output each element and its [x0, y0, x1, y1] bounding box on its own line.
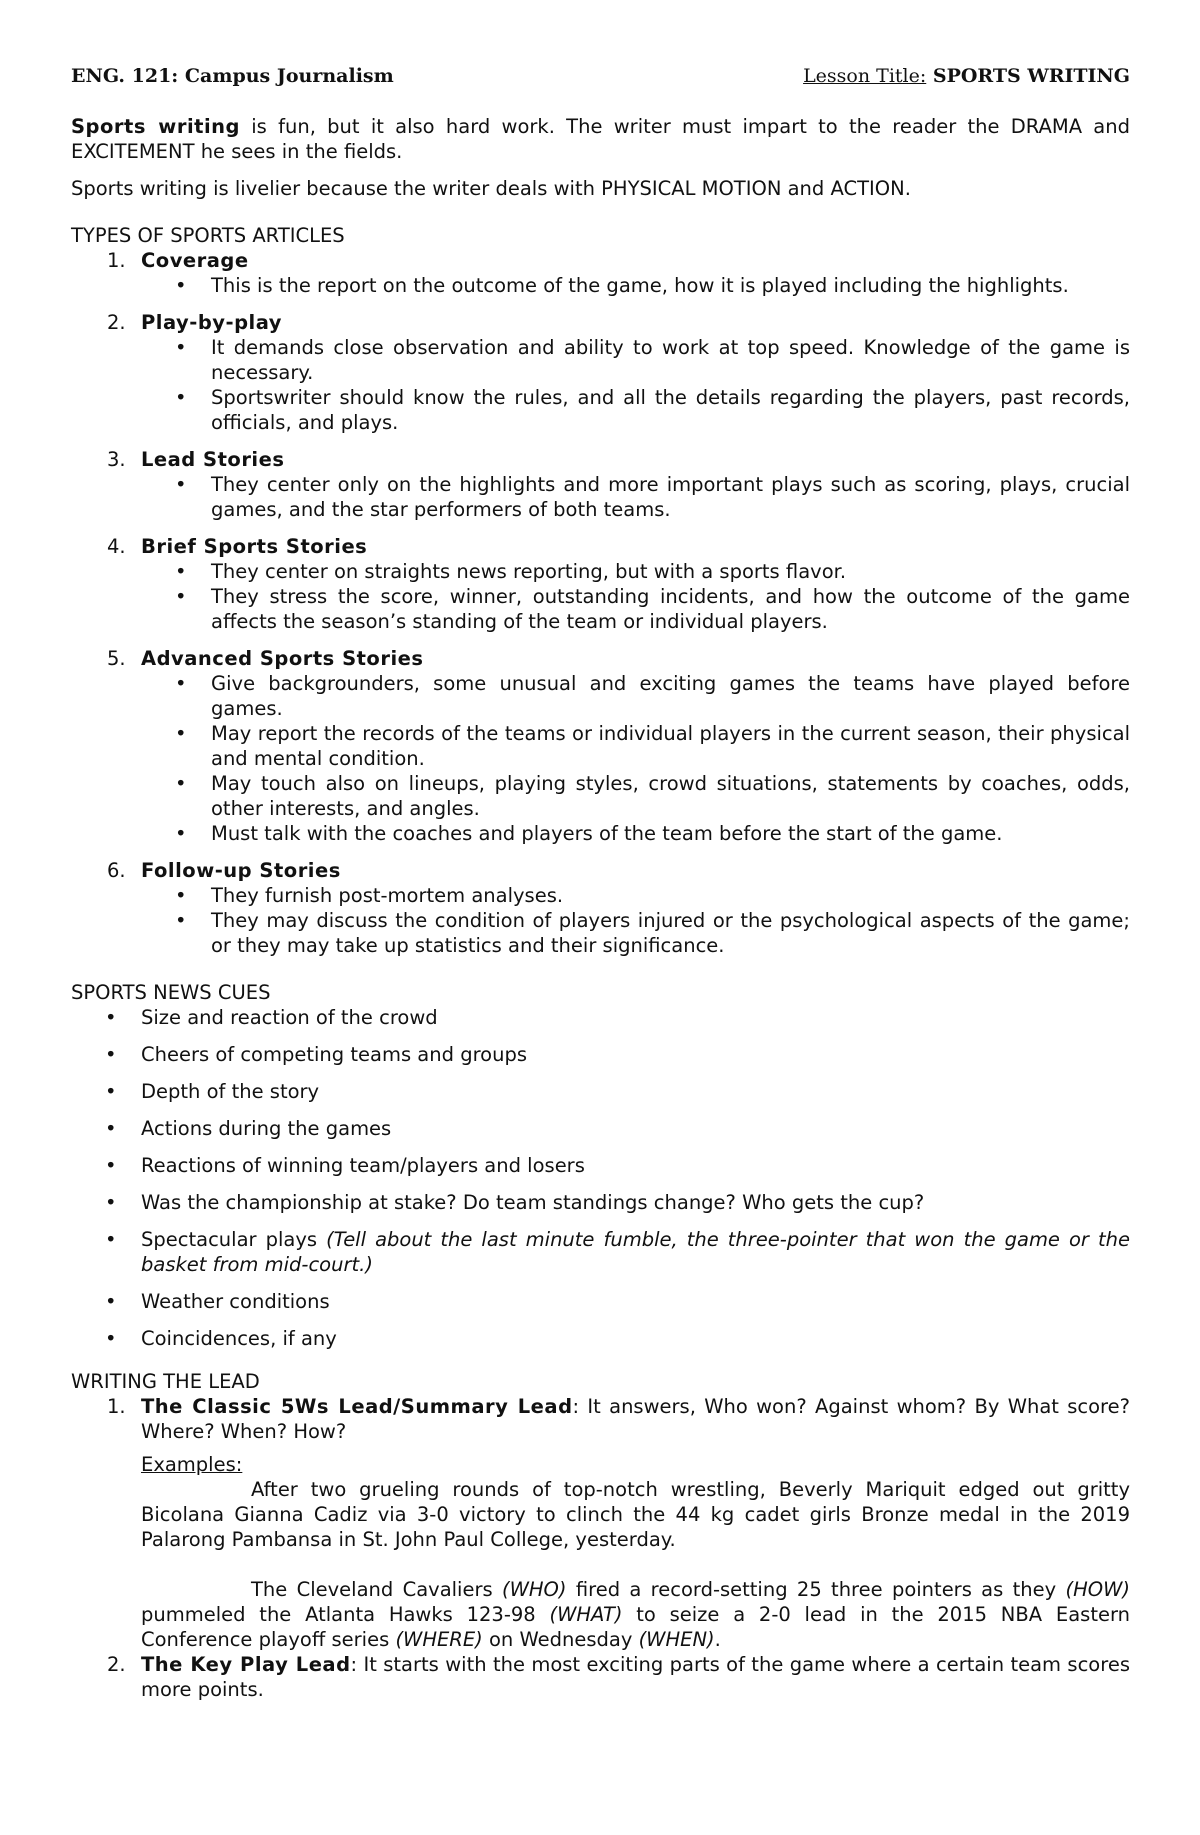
intro-paragraph-2: Sports writing is livelier because the writer deals with PHYSICAL MOTION and ACTION. — [71, 177, 911, 200]
bullet-item: • Sportswriter should know the rules, and all the details regarding the players, past records, officials, and plays. — [141, 385, 1130, 435]
ex2-how: (HOW) — [1065, 1578, 1130, 1601]
cue-italic-note: (Tell about the last minute fumble, the three-pointer that won the game or the basket from mid-court.) — [141, 1228, 1130, 1276]
ex2-text: The Cleveland Cavaliers — [251, 1578, 502, 1601]
ex2-text: pummeled the Atlanta Hawks 123-98 — [141, 1603, 550, 1626]
type-item — [71, 858, 1130, 958]
ex2-who: (WHO) — [501, 1578, 567, 1601]
ex2-text: to seize a 2-0 lead in the 2015 NBA Eastern Conference playoff series — [141, 1603, 1130, 1651]
intro-bold-term: Sports writing — [71, 115, 240, 138]
lead-item — [71, 1394, 1130, 1652]
type-title: Advanced Sports Stories — [141, 647, 424, 670]
type-bullets — [141, 671, 1130, 846]
cue-item: • Size and reaction of the crowd — [71, 1005, 1130, 1030]
bullet-item: • They stress the score, winner, outstanding incidents, and how the outcome of the game affects the season’s standing of the team or individual players. — [141, 584, 1130, 634]
type-number: 3. — [107, 448, 126, 471]
lesson-title-block — [803, 64, 1130, 89]
lead-title: The Classic 5Ws Lead/Summary Lead — [141, 1395, 573, 1418]
cue-item: • Was the championship at stake? Do team standings change? Who gets the cup? — [71, 1190, 1130, 1215]
lead-text: : It starts with the most exciting parts of the game where a certain team scores more points. — [141, 1653, 1130, 1701]
type-number: 1. — [107, 249, 126, 272]
ex2-where: (WHERE) — [395, 1628, 483, 1651]
bullet-item: • Give backgrounders, some unusual and exciting games the teams have played before games. — [141, 671, 1130, 721]
examples-label: Examples: — [141, 1453, 243, 1476]
lead-list — [71, 1394, 1130, 1702]
ex2-when: (WHEN) — [638, 1628, 715, 1651]
type-number: 5. — [107, 647, 126, 670]
lead-text: : It answers, Who won? Against whom? By What score? Where? When? How? — [141, 1395, 1130, 1443]
document-body — [71, 114, 1130, 1714]
cue-item: • Weather conditions — [71, 1289, 1130, 1314]
type-number: 2. — [107, 311, 126, 334]
section-heading-cues: SPORTS NEWS CUES — [71, 981, 271, 1004]
page-header — [71, 64, 1130, 94]
type-title: Brief Sports Stories — [141, 535, 368, 558]
intro-paragraph-1 — [71, 114, 1130, 164]
type-number: 6. — [107, 859, 126, 882]
ex2-text: . — [714, 1628, 721, 1651]
type-bullets — [141, 472, 1130, 522]
lesson-title-label: Lesson Title: — [803, 65, 927, 87]
lead-definition — [141, 1652, 1130, 1702]
ex2-text: on Wednesday — [482, 1628, 639, 1651]
type-bullets — [141, 883, 1130, 958]
type-bullets — [141, 273, 1130, 298]
lead-number: 1. — [107, 1395, 126, 1418]
cue-item: • Actions during the games — [71, 1116, 1130, 1141]
section-heading-types: TYPES OF SPORTS ARTICLES — [71, 224, 345, 247]
ex2-what: (WHAT) — [549, 1603, 623, 1626]
bullet-item: • They center only on the highlights and more important plays such as scoring, plays, crucial games, and the star performers of both teams. — [141, 472, 1130, 522]
cues-list — [71, 1005, 1130, 1351]
cue-item: • Reactions of winning team/players and losers — [71, 1153, 1130, 1178]
bullet-item: • They may discuss the condition of players injured or the psychological aspects of the game; or they may take up statistics and their significance. — [141, 908, 1130, 958]
cue-item: • Coincidences, if any — [71, 1326, 1130, 1351]
type-title: Follow-up Stories — [141, 859, 341, 882]
bullet-item: • May touch also on lineups, playing styles, crowd situations, statements by coaches, odds, other interests, and angles. — [141, 771, 1130, 821]
lead-title: The Key Play Lead — [141, 1653, 351, 1676]
type-bullets — [141, 559, 1130, 634]
type-title: Play-by-play — [141, 311, 283, 334]
course-title: ENG. 121: Campus Journalism — [71, 65, 394, 87]
lead-item — [71, 1652, 1130, 1702]
type-item — [71, 646, 1130, 846]
type-item — [71, 310, 1130, 435]
type-item — [71, 534, 1130, 634]
bullet-item: • This is the report on the outcome of the game, how it is played including the highlights. — [141, 273, 1130, 298]
bullet-item: • It demands close observation and ability to work at top speed. Knowledge of the game is necessary. — [141, 335, 1130, 385]
type-bullets — [141, 335, 1130, 435]
intro-text: is fun, but it also hard work. The writer must impart to the reader the DRAMA and EXCITEMENT he sees in the fields. — [71, 115, 1130, 163]
lead-definition — [141, 1394, 1130, 1444]
type-title: Lead Stories — [141, 448, 285, 471]
type-item — [71, 447, 1130, 522]
cue-item-spectacular — [71, 1227, 1130, 1277]
example-2 — [141, 1577, 1130, 1652]
bullet-item: • May report the records of the teams or individual players in the current season, their physical and mental condition. — [141, 721, 1130, 771]
types-list — [71, 248, 1130, 958]
type-item — [71, 248, 1130, 298]
bullet-item: • Must talk with the coaches and players of the team before the start of the game. — [141, 821, 1130, 846]
bullet-item: • They furnish post-mortem analyses. — [141, 883, 1130, 908]
ex2-text: fired a record-setting 25 three pointers as they — [566, 1578, 1066, 1601]
section-heading-lead: WRITING THE LEAD — [71, 1370, 260, 1393]
bullet-item: • They center on straights news reporting, but with a sports flavor. — [141, 559, 1130, 584]
lead-number: 2. — [107, 1653, 126, 1676]
type-number: 4. — [107, 535, 126, 558]
lesson-title: SPORTS WRITING — [932, 65, 1130, 87]
type-title: Coverage — [141, 249, 249, 272]
example-1: After two grueling rounds of top-notch wrestling, Beverly Mariquit edged out gritty Bicolana Gianna Cadiz via 3-0 victory to clinch the 44 kg cadet girls Bronze medal in the 2019 Palarong Pambansa in St. John Paul College, yesterday. — [141, 1478, 1130, 1551]
cue-text: Spectacular plays — [141, 1228, 327, 1251]
cue-item: • Depth of the story — [71, 1079, 1130, 1104]
cue-item: • Cheers of competing teams and groups — [71, 1042, 1130, 1067]
